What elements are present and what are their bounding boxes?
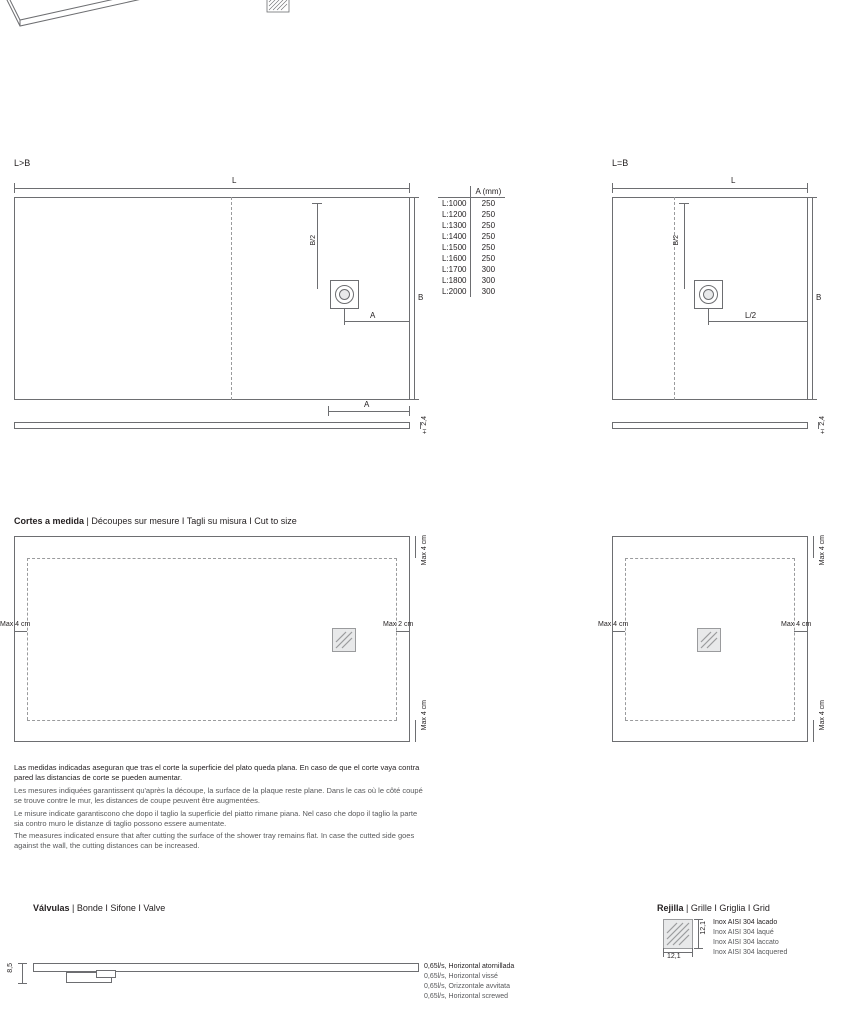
dimension-table [438,186,505,297]
right-Bhalf-dim-line [684,203,685,289]
valves-title [33,903,165,913]
table-cell-label: L:2000 [438,286,471,297]
right-cut-max-left-label: Max 4 cm [598,621,629,628]
left-B-dim-tick-top [409,197,419,198]
table-cell-label: L:1300 [438,220,471,231]
right-Lhalf-label: L/2 [745,311,757,320]
table-cell-value: 300 [481,287,496,296]
grid-spec-it: Inox AISI 304 laccato [713,939,779,946]
left-B-dimension-line [414,197,415,400]
note-fr: Les mesures indiquées garantissent qu'après la découpe, la surface de la plaque reste plane. Dans le cas où le côté coupé se trouve contre le mur, les distances de coupe peuvent être augmentées. [14,786,423,805]
left-tray-elevation [14,422,410,429]
grid-width-tick-right [692,948,693,957]
grid-title-bold: Rejilla [657,903,684,913]
left-cut-max-bottom-label: Max 4 cm [421,700,428,731]
left-cut-max-right-label: Max 2 cm [383,621,414,628]
right-L-dim-tick-end [807,183,808,193]
left-Bhalf-dim-line [317,203,318,289]
table-row [438,253,505,264]
right-B-label: B [816,293,822,302]
right-cut-dash-right [794,558,795,720]
table-cell-value: 250 [481,232,496,241]
note-en: The measures indicated ensure that after cutting the surface of the shower tray remains flat. In case the cutted side goes against the wall, the cutting distances can be increased. [14,831,415,850]
grid-spec-en: Inox AISI 304 lacquered [713,949,788,956]
valve-spec-fr: 0,65l/s, Horizontal vissé [424,973,498,980]
left-cut-dimline-bottom-right [415,720,416,742]
table-cell-label: L:1000 [438,198,471,210]
right-Lhalf-tick-left [708,309,709,325]
grid-spec-es: Inox AISI 304 lacado [713,919,778,926]
valve-outlet [96,970,116,978]
left-plan-label: L>B [14,158,31,168]
left-cut-grille-icon [332,628,356,652]
right-tray-elevation [612,422,808,429]
grid-width-label: 12,1 [667,953,681,960]
left-drain-circle-inner [339,289,350,300]
grid-height-label: 12,1 [700,921,707,935]
right-B-dim-tick-bottom [807,399,817,400]
table-row [438,231,505,242]
table-cell-label: L:1800 [438,275,471,286]
right-cut-grille-icon [697,628,721,652]
cut-to-size-title-bold: Cortes a medida [14,516,85,526]
table-cell-label: L:1500 [438,242,471,253]
right-Lhalf-dim-line [708,321,808,322]
left-cut-dimline-top-right [415,536,416,558]
left-B-dim-tick-bottom [409,399,419,400]
left-thickness-label: ± 2,4 [421,416,428,435]
left-elev-A-label: A [364,400,370,409]
right-cut-dimline-top-right [813,536,814,558]
left-cut-dimline-left [14,631,27,632]
tray-perspective-sketch [0,0,420,80]
valves-title-rest: | Bonde I Sifone I Valve [72,903,166,913]
right-cut-dash-top [625,558,795,559]
right-drain-circle-inner [703,289,714,300]
left-cut-dash-bottom [27,720,397,721]
left-L-dimension-line [14,188,410,189]
right-cut-dimline-right [794,631,808,632]
valve-height-label: 8,5 [7,963,14,973]
valve-spec-it: 0,65l/s, Orizzontale avvitata [424,983,510,990]
grid-spec-fr: Inox AISI 304 laqué [713,929,774,936]
table-cell-label: L:1400 [438,231,471,242]
grid-width-tick-left [663,948,664,957]
right-Bhalf-tick-top [679,203,689,204]
right-B-dimension-line [812,197,813,400]
right-cut-max-bottom-label: Max 4 cm [819,700,826,731]
grid-title-rest: | Grille I Griglia I Grid [686,903,770,913]
valve-spec-en: 0,65l/s, Horizontal screwed [424,993,509,1000]
grid-title [657,903,770,913]
left-elev-A-dim-line [328,411,410,412]
table-row [438,220,505,231]
table-row [438,275,505,286]
left-cut-max-left-label: Max 4 cm [0,621,31,628]
cut-to-size-title-rest: | Découpes sur mesure I Tagli su misura I Cut to size [86,516,297,526]
left-elev-A-tick-left [328,406,329,416]
table-cell-label: L:1700 [438,264,471,275]
left-B-label: B [418,293,424,302]
right-inner-dashed-vertical [674,197,675,400]
valve-height-tick-bottom [18,983,27,984]
table-cell-value: 250 [481,221,496,230]
valve-elevation-bar [33,963,419,972]
right-L-label: L [731,176,736,185]
cut-to-size-title [14,516,297,526]
note-es: Las medidas indicadas aseguran que tras el corte la superficie del plato queda plana. En caso de que el corte vaya contra pared las distancias de corte se pueden aumentar. [14,763,420,782]
table-cell-value: 250 [481,243,496,252]
right-cut-dimline-bottom-right [813,720,814,742]
left-L-dim-tick-end [409,183,410,193]
left-L-dim-tick-start [14,183,15,193]
left-cut-dash-right [396,558,397,720]
left-L-label: L [232,176,237,185]
table-row [438,264,505,275]
left-Bhalf-tick-top [312,203,322,204]
table-cell-value: 300 [481,265,496,274]
grid-height-dim-line [698,919,699,949]
grid-icon [663,919,693,949]
left-cut-dash-top [27,558,397,559]
table-row [438,286,505,297]
table-row [438,209,505,220]
table-cell-label: L:1600 [438,253,471,264]
right-cut-dash-bottom [625,720,795,721]
right-L-dim-tick-start [612,183,613,193]
grid-height-tick-bottom [694,948,703,949]
left-cut-dash-left [27,558,28,720]
table-row [438,198,505,210]
table-header-blank [438,186,471,198]
table-header-row [438,186,505,198]
table-cell-value: 250 [481,210,496,219]
valves-title-bold: Válvulas [33,903,70,913]
note-it: Le misure indicate garantiscono che dopo il taglio la superficie del piatto rimane piana. Nel caso che dopo il taglio la parte sia contro muro le distanze di taglio possono essere aumentate. [14,809,418,828]
valve-height-tick-top [18,963,27,964]
left-A-tick-left [344,309,345,325]
left-inner-dashed-vertical [231,197,232,400]
right-cut-max-right-label: Max 4 cm [781,621,812,628]
right-Bhalf-label: B/2 [673,235,680,246]
table-cell-value: 300 [481,276,496,285]
valve-height-dim-line [22,963,23,983]
right-thickness-label: ± 2,4 [819,416,826,435]
table-cell-label: L:1200 [438,209,471,220]
right-plan-label: L=B [612,158,629,168]
left-A-label: A [370,311,376,320]
right-cut-max-top-label: Max 4 cm [819,535,826,566]
valve-spec-es: 0,65l/s, Horizontal atornillada [424,963,515,970]
left-A-tick-right [409,316,410,326]
right-Lhalf-tick-right [807,316,808,326]
right-cut-dimline-left [612,631,625,632]
left-elev-A-tick-right [409,406,410,416]
left-cut-dimline-right [396,631,410,632]
left-Bhalf-label: B/2 [310,235,317,246]
right-L-dimension-line [612,188,808,189]
table-row [438,242,505,253]
table-cell-value: 250 [481,254,496,263]
right-B-dim-tick-top [807,197,817,198]
right-cut-dash-left [625,558,626,720]
table-cell-value: 250 [481,199,496,208]
table-header-A: A (mm) [471,186,505,198]
left-A-dimension-line [344,321,410,322]
left-cut-max-top-label: Max 4 cm [421,535,428,566]
